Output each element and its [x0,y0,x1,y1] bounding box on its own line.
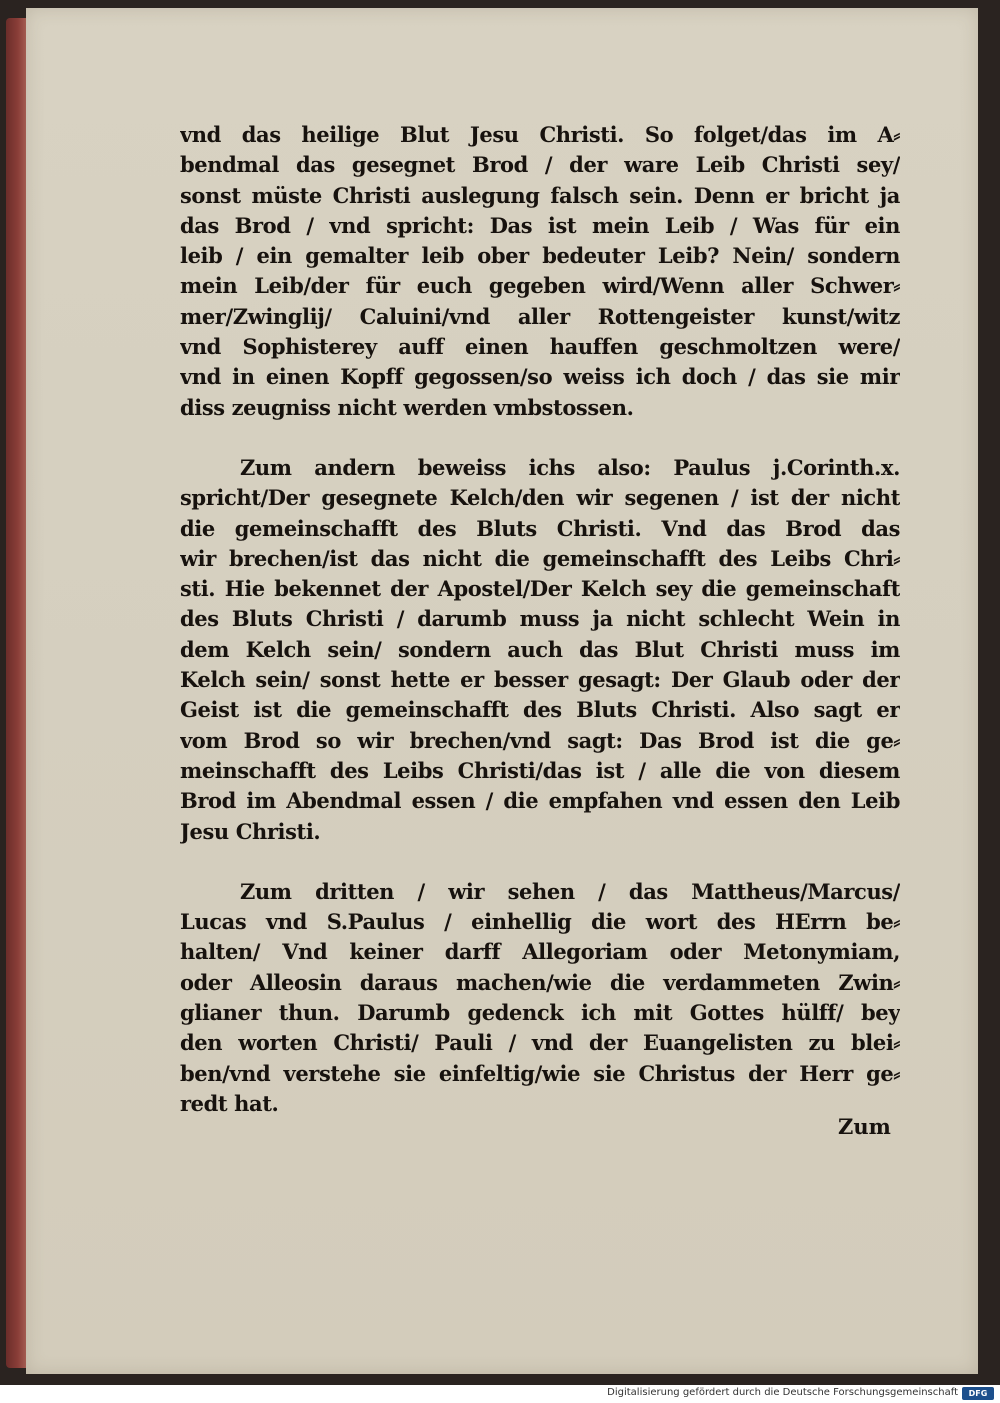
text-line: des Bluts Christi / darumb muss ja nicht schlecht Wein in [180,606,900,632]
page-text [180,120,900,1119]
funding-credit: Digitalisierung gefördert durch die Deutsche Forschungsgemeinschaft [607,1387,958,1398]
text-line: spricht/Der gesegnete Kelch/den wir segenen / ist der nicht [180,485,900,511]
text-line: Zum andern beweiss ichs also: Paulus j.Corinth.x. [240,454,900,480]
paragraph-gap [180,847,900,877]
text-line: Brod im Abendmal essen / die empfahen vnd essen den Leib [180,788,900,814]
catchword: Zum [838,1114,891,1139]
text-line: ben/vnd verstehe sie einfeltig/wie sie Christus der Herr ge⸗ [180,1060,900,1086]
text-line: den worten Christi/ Pauli / vnd der Euangelisten zu blei⸗ [180,1030,900,1056]
text-line: Zum dritten / wir sehen / das Mattheus/Marcus/ [240,878,900,904]
text-line: Jesu Christi. [180,818,321,844]
text-line: mein Leib/der für euch gegeben wird/Wenn aller Schwer⸗ [180,273,900,299]
text-line: sonst müste Christi auslegung falsch sein. Denn er bricht ja [180,182,900,208]
footer-bar [0,1385,1000,1403]
text-line: leib / ein gemalter leib ober bedeuter Leib? Nein/ sondern [180,243,900,269]
text-line: wir brechen/ist das nicht die gemeinschafft des Leibs Chri⸗ [180,545,900,571]
text-line: vnd in einen Kopff gegossen/so weiss ich doch / das sie mir [180,364,900,390]
text-line: vnd Sophisterey auff einen hauffen geschmoltzen were/ [180,334,900,360]
text-line: Kelch sein/ sonst hette er besser gesagt: Der Glaub oder der [180,667,900,693]
text-line: die gemeinschafft des Bluts Christi. Vnd das Brod das [180,515,900,541]
text-line: glianer thun. Darumb gedenck ich mit Gottes hülff/ bey [180,1000,900,1026]
text-line: halten/ Vnd keiner darff Allegoriam oder Metonymiam, [180,939,900,965]
paragraph [180,877,900,1119]
text-line: sti. Hie bekennet der Apostel/Der Kelch sey die gemeinschaft [180,576,900,602]
dfg-logo: DFG [962,1387,994,1400]
paragraph [180,453,900,847]
paragraph-gap [180,423,900,453]
text-line: Lucas vnd S.Paulus / einhellig die wort des HErrn be⸗ [180,909,900,935]
paragraph [180,120,900,423]
text-line: Geist ist die gemeinschafft des Bluts Christi. Also sagt er [180,697,900,723]
text-line: das Brod / vnd spricht: Das ist mein Leib / Was für ein [180,212,900,238]
text-line: mer/Zwinglij/ Caluini/vnd aller Rottengeister kunst/witz [180,303,900,329]
text-line: vnd das heilige Blut Jesu Christi. So folget/das im A⸗ [180,122,900,147]
text-line: diss zeugniss nicht werden vmbstossen. [180,394,634,420]
text-line: redt hat. [180,1090,279,1116]
text-line: vom Brod so wir brechen/vnd sagt: Das Brod ist die ge⸗ [180,727,900,753]
text-line: oder Alleosin daraus machen/wie die verdammeten Zwin⸗ [180,969,900,995]
text-line: dem Kelch sein/ sondern auch das Blut Christi muss im [180,636,900,662]
text-line: bendmal das gesegnet Brod / der ware Leib Christi sey/ [180,152,900,178]
text-line: meinschafft des Leibs Christi/das ist / alle die von diesem [180,757,900,783]
